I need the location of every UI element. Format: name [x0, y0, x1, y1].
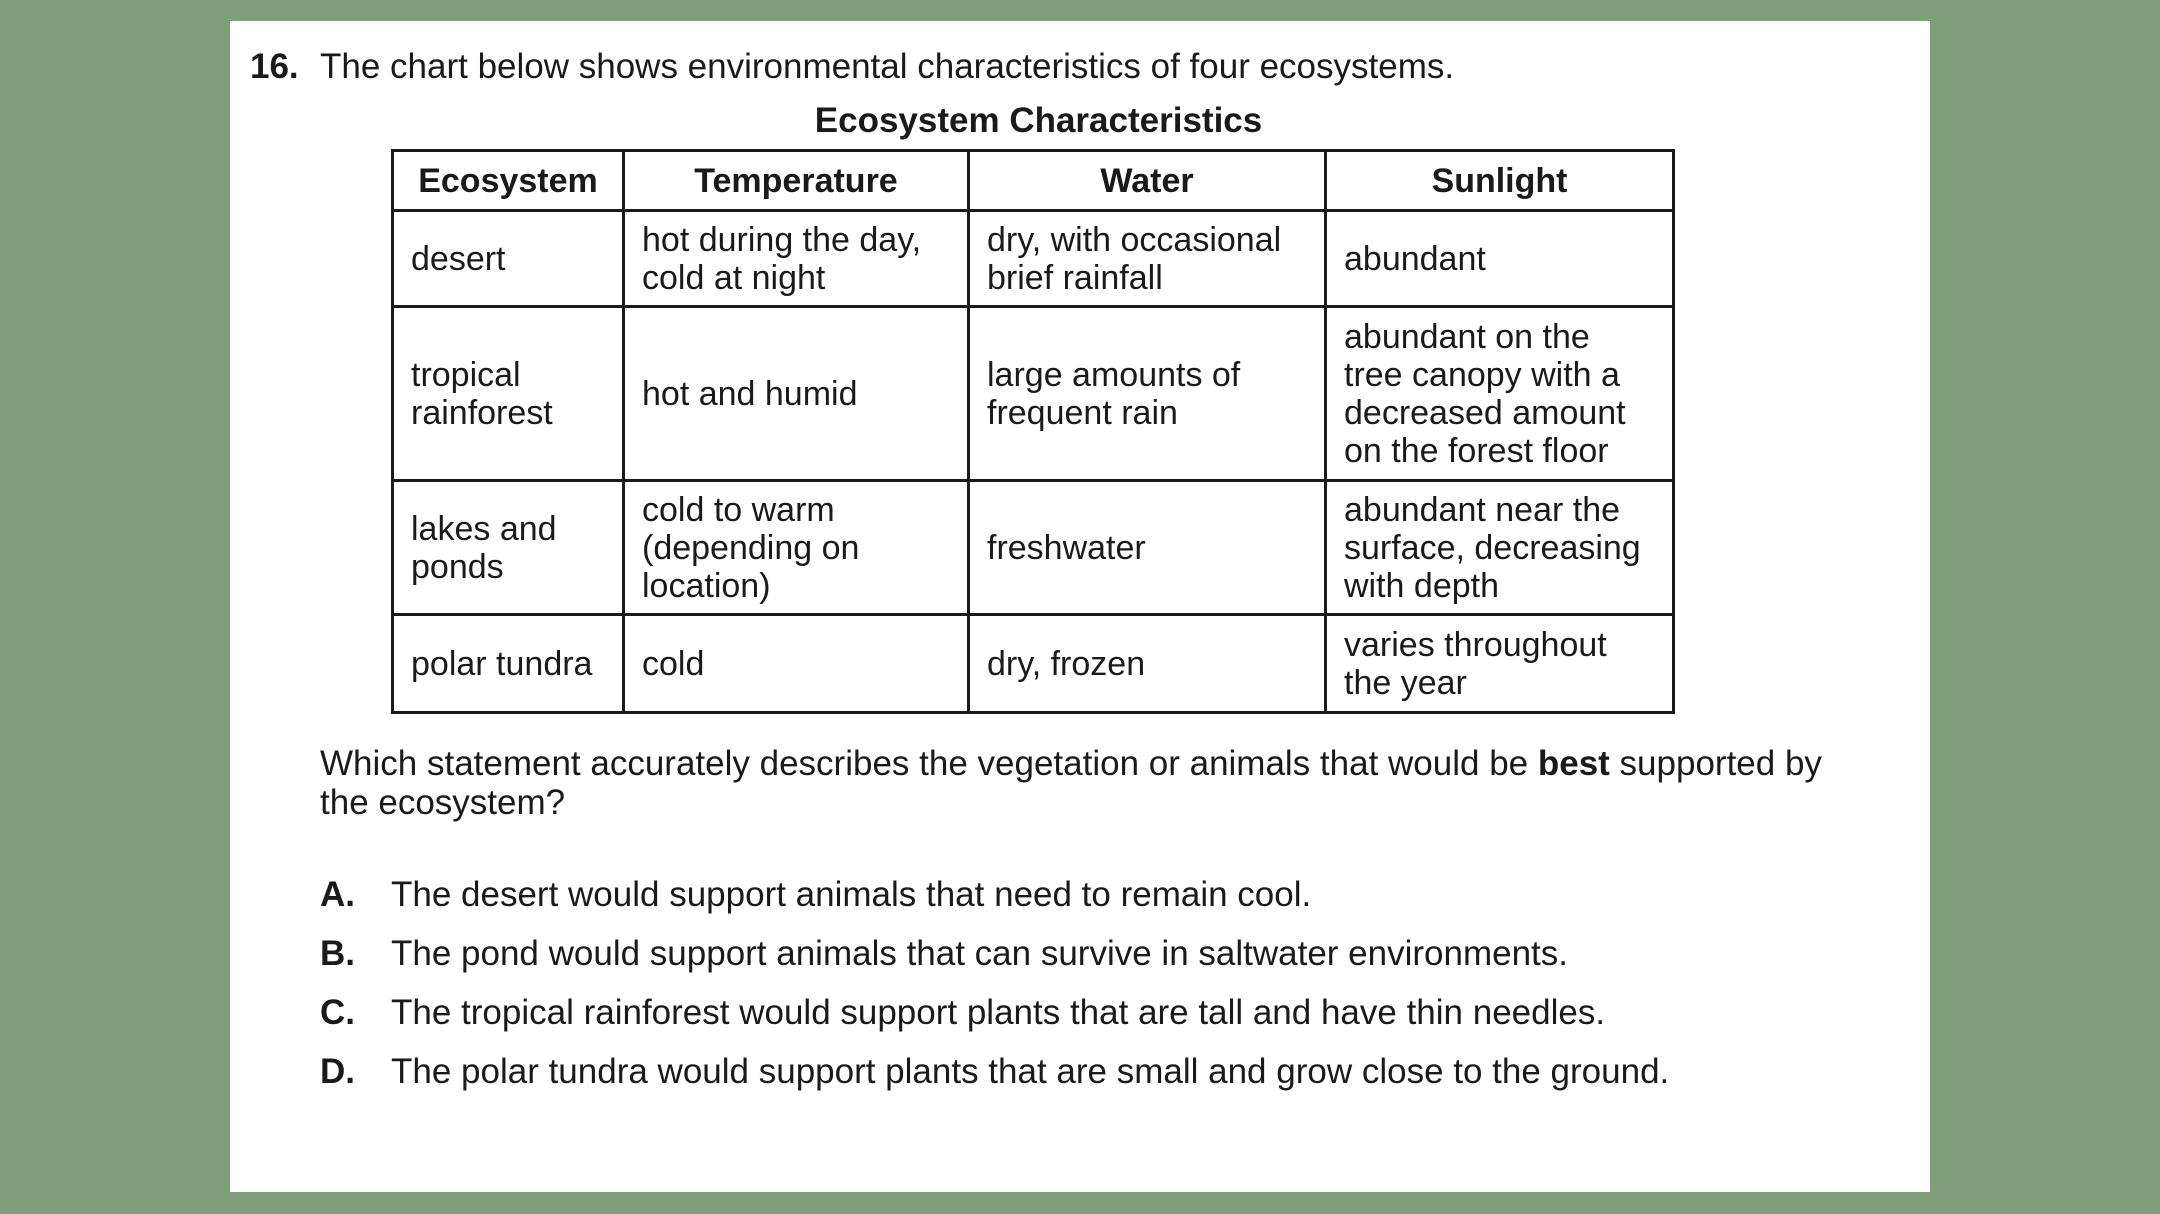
answer-choice-b[interactable] [320, 934, 1568, 974]
answer-choice-d[interactable] [320, 1052, 1669, 1092]
cell-text: cold to warm (depending on location) [642, 490, 860, 605]
question-page [230, 21, 1930, 1192]
table-cell [1326, 307, 1674, 481]
table-cell [393, 481, 624, 615]
cell-text: dry, frozen [987, 644, 1146, 683]
cell-text: hot during the day, cold at night [642, 220, 922, 297]
header-ecosystem: Ecosystem [393, 151, 624, 211]
table-cell [1326, 211, 1674, 307]
cell-text: freshwater [987, 528, 1146, 567]
cell-text: hot and humid [642, 374, 858, 413]
table-cell [969, 481, 1326, 615]
cell-text: polar tundra [411, 644, 593, 683]
table-cell [624, 307, 969, 481]
table-cell [393, 211, 624, 307]
choice-letter: C. [320, 993, 355, 1032]
choice-letter: A. [320, 875, 355, 914]
prompt-text-after: supported by the ecosystem? [320, 744, 1822, 822]
table-row [393, 615, 1674, 713]
cell-text: large amounts of frequent rain [987, 355, 1241, 432]
question-stem: The chart below shows environmental characteristics of four ecosystems. [320, 47, 1455, 86]
table-cell [624, 211, 969, 307]
header-water: Water [969, 151, 1326, 211]
cell-text: varies throughout the year [1344, 625, 1607, 702]
cell-text: tropical rainforest [411, 355, 553, 432]
table-cell [393, 615, 624, 713]
choice-letter: D. [320, 1052, 355, 1091]
prompt-text-before: Which statement accurately describes the vegetation or animals that would be [320, 744, 1538, 783]
table-cell [624, 615, 969, 713]
cell-text: abundant near the surface, decreasing with depth [1344, 490, 1641, 605]
table-cell [969, 307, 1326, 481]
cell-text: abundant [1344, 239, 1486, 278]
answer-choice-a[interactable] [320, 875, 1311, 915]
choice-text: The desert would support animals that need to remain cool. [391, 875, 1312, 914]
choice-text: The polar tundra would support plants that are small and grow close to the ground. [391, 1052, 1670, 1091]
choice-letter: B. [320, 934, 355, 973]
table-cell [1326, 481, 1674, 615]
choice-text: The pond would support animals that can survive in saltwater environments. [391, 934, 1568, 973]
question-number: 16. [250, 47, 299, 86]
table-row [393, 211, 1674, 307]
cell-text: abundant on the tree canopy with a decreased amount on the forest floor [1344, 317, 1626, 470]
choice-text: The tropical rainforest would support plants that are tall and have thin needles. [391, 993, 1606, 1032]
answer-choice-c[interactable] [320, 993, 1605, 1033]
table-cell [393, 307, 624, 481]
table-cell [1326, 615, 1674, 713]
cell-text: dry, with occasional brief rainfall [987, 220, 1282, 297]
ecosystem-table [391, 149, 1675, 714]
question-prompt [320, 744, 1880, 822]
table-cell [969, 211, 1326, 307]
table-header-row [393, 151, 1674, 211]
prompt-emphasis: best [1537, 744, 1610, 783]
cell-text: cold [642, 644, 705, 683]
header-temperature: Temperature [624, 151, 969, 211]
cell-text: desert [411, 239, 506, 278]
table-row [393, 481, 1674, 615]
table-title: Ecosystem Characteristics [814, 101, 1263, 140]
table-cell [624, 481, 969, 615]
cell-text: lakes and ponds [411, 509, 557, 586]
header-sunlight: Sunlight [1326, 151, 1674, 211]
table-cell [969, 615, 1326, 713]
table-row [393, 307, 1674, 481]
